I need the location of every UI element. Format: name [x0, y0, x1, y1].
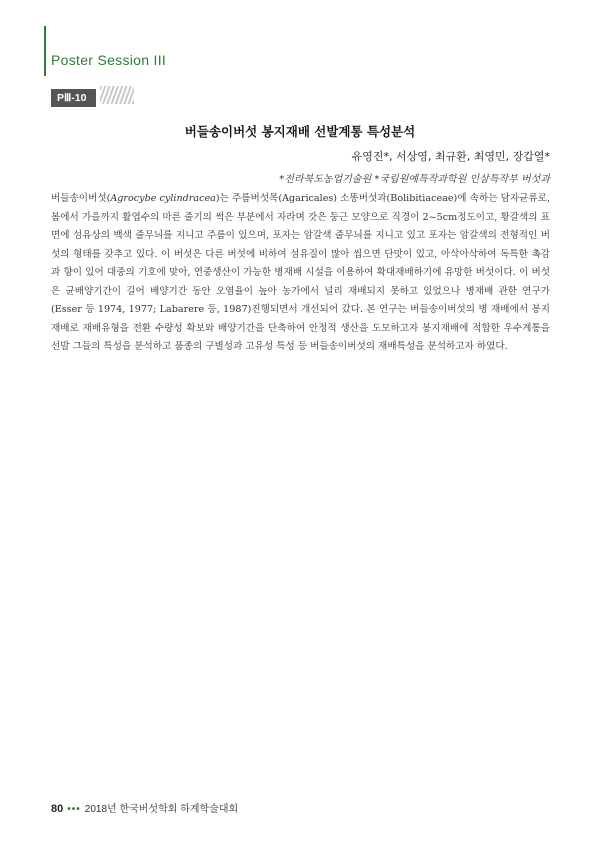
poster-code: PⅢ-10 — [51, 89, 96, 107]
page-number: 80 — [51, 803, 64, 815]
footer-dots: ••• — [67, 804, 81, 815]
paper-affiliation: *전라북도농업기술원 *국립원예특작과학원 인삼특작부 버섯과 — [279, 174, 550, 185]
abstract-text-rest: )는 주름버섯목(Agaricales) 소똥버섯과(Bolibitiaceae)에 속하는 담자균류로, 봄에서 가을까지 활엽수의 마른 줄기의 썩은 부분에서 자라며 갓은 둥근 모양으로 직경이 2~5cm정도이고, 황갈색의 표면에 섬유상의 백색 줄무늬를 지니고 주름이 있으며, 포자는 암갈색 줄무늬를 지니고 있고 포자는 암갈색의 전형적인 버섯의 형태를 갖추고 있다. 이 버섯은 다른 버섯에 비하여 섬유질이 많아 씹으면 단맛이 있고, 아삭아삭하여 독특한 촉감과 향이 있어 대중의 기호에 맞아, 연중생산이 가능한 병재배 시설을 이용하여 확대재배하기에 유망한 버섯이다. 이 버섯은 균배양기간이 길어 배양기간 동안 오염율이 높아 농가에서 널리 재배되지 못하고 있었으나 병재배 관한 연구가(Esser 등 1974, 1977; Labarere 등, 1987)진행되면서 개선되어 갔다. 본 연구는 버들송이버섯의 병 재배에서 봉지재배로 재배유형을 전환 수량성 확보와 배양기간을 단축하여 안정적 생산을 도모하고자 봉지재배에 적합한 우수계통을 선발 그들의 특성을 분석하고 품종의 구별성과 고유성 특성 등 버들송이버섯의 재배특성을 분석하고자 하였다. — [51, 193, 550, 352]
abstract-body — [51, 190, 550, 357]
header-accent-bar — [44, 26, 46, 76]
paper-authors: 유영진*, 서상영, 최규환, 최영민, 장갑열* — [351, 150, 550, 163]
conference-name: 2018년 한국버섯학회 하계학술대회 — [84, 804, 239, 815]
paper-title: 버들송이버섯 봉지재배 선발계통 특성분석 — [184, 124, 416, 139]
species-name: Agrocybe cylindracea — [110, 193, 216, 204]
poster-code-badge — [51, 86, 96, 104]
page-footer — [51, 800, 238, 815]
abstract-text-start: 버들송이버섯( — [51, 193, 111, 204]
badge-stripes-decoration — [100, 86, 134, 104]
session-title: Poster Session III — [51, 52, 167, 68]
